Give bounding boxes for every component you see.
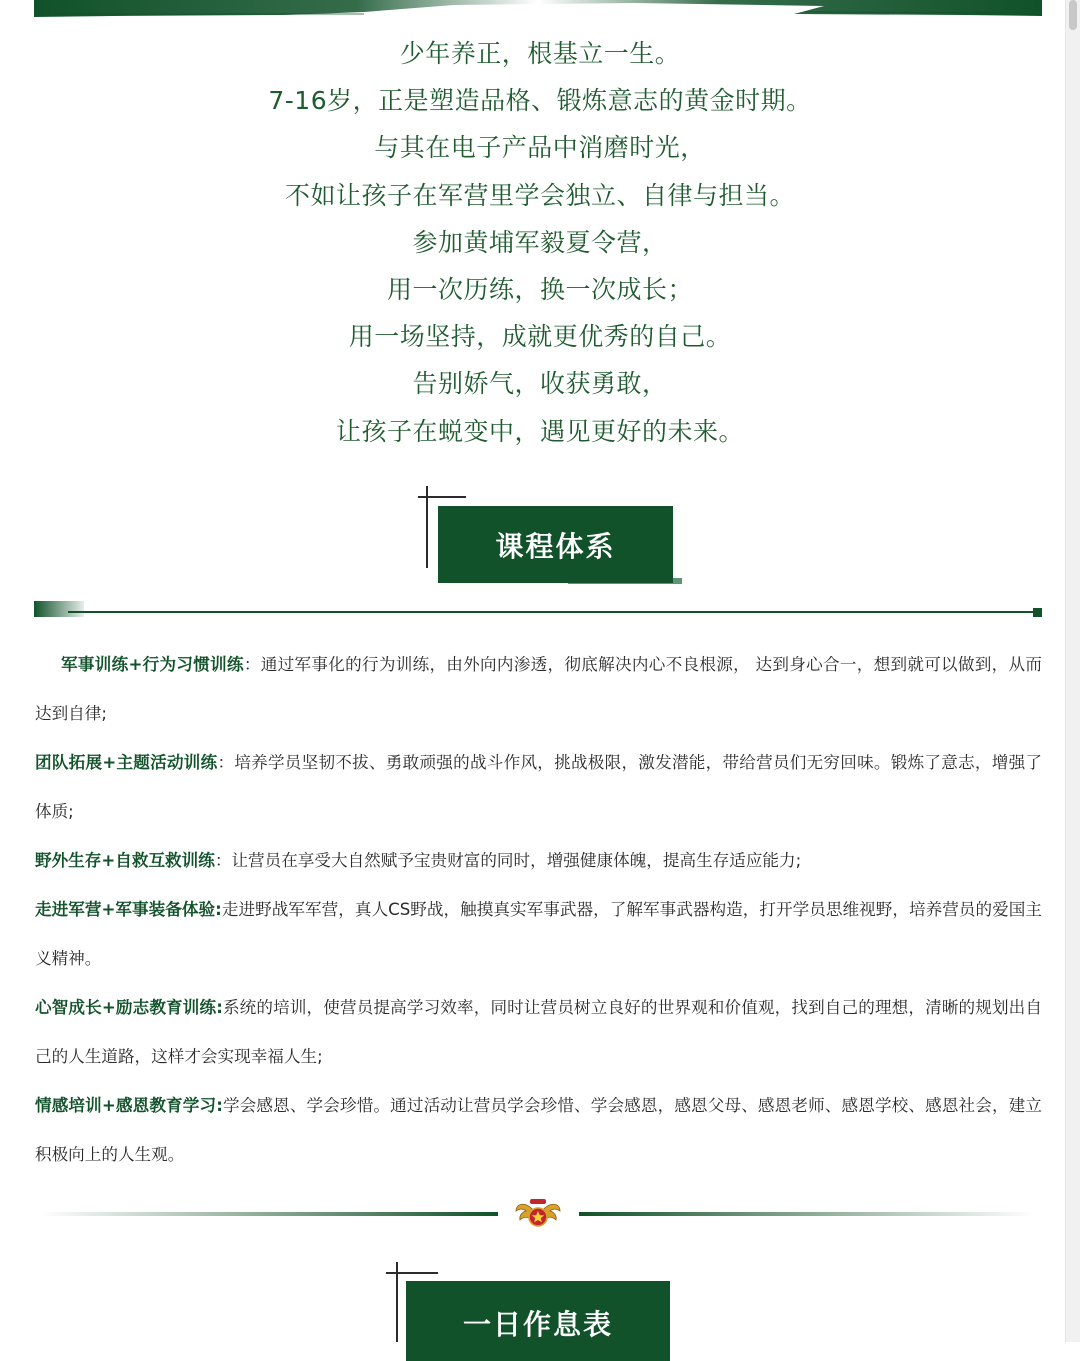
heading-corner-line xyxy=(386,1272,438,1274)
intro-poem xyxy=(0,30,1080,455)
course-item xyxy=(35,983,1042,1081)
course-list xyxy=(35,640,1042,1179)
section-title-schedule: 一日作息表 xyxy=(406,1281,670,1361)
section-heading-course xyxy=(418,486,688,592)
course-title: 野外生存+自救互救训练 xyxy=(35,851,215,870)
section-divider xyxy=(34,600,1042,618)
poem-line: 少年养正，根基立一生。 xyxy=(399,39,681,68)
poem-line: 让孩子在蜕变中，遇见更好的未来。 xyxy=(335,416,744,446)
course-item xyxy=(35,885,1042,983)
course-text: 让营员在享受大自然赋予宝贵财富的同时，增强健康体魄，提高生存适应能力; xyxy=(231,851,802,870)
emblem-divider xyxy=(34,1194,1042,1234)
poem-line: 告别娇气，收获勇敢， xyxy=(412,369,668,399)
section-heading-schedule xyxy=(386,1262,686,1342)
course-text: 通过军事化的行为训练，由外向内渗透，彻底解决内心不良根源， 达到身心合一，想到就可以做到，从而达到自律; xyxy=(35,655,1042,723)
course-item xyxy=(35,640,1042,738)
army-star-wings-emblem-icon xyxy=(516,1199,560,1226)
course-separator: ： xyxy=(214,851,232,870)
course-title: 军事训练+行为习惯训练 xyxy=(61,655,244,674)
top-brush-decoration xyxy=(34,0,1042,18)
poem-line: 不如让孩子在军营里学会独立、自律与担当。 xyxy=(284,180,795,210)
poem-line: 用一次历练，换一次成长； xyxy=(386,275,693,305)
course-item xyxy=(35,1081,1042,1179)
course-item xyxy=(35,738,1042,836)
poem-line: 7-16岁，正是塑造品格、锻炼意志的黄金时期。 xyxy=(268,86,812,116)
heading-corner-line xyxy=(426,486,428,568)
course-text: 培养学员坚韧不拔、勇敢顽强的战斗作风，挑战极限，激发潜能，带给营员们无穷回味。锻炼了意志，增强了体质; xyxy=(35,753,1043,821)
course-separator: ： xyxy=(217,753,235,772)
section-title-course: 课程体系 xyxy=(438,506,673,583)
course-separator: ： xyxy=(243,655,261,674)
scrollbar-thumb[interactable] xyxy=(1069,0,1077,30)
course-title: 心智成长+励志教育训练: xyxy=(35,998,223,1017)
poem-line: 与其在电子产品中消磨时光， xyxy=(374,133,706,163)
course-title: 团队拓展+主题活动训练 xyxy=(35,753,218,772)
poem-line: 用一场坚持，成就更优秀的自己。 xyxy=(348,322,732,352)
course-text: 走进野战军军营，真人CS野战，触摸真实军事武器，了解军事武器构造，打开学员思维视野，培养营员的爱国主义精神。 xyxy=(35,900,1042,968)
heading-corner-line xyxy=(418,496,466,498)
course-title: 走进军营+军事装备体验: xyxy=(35,900,222,919)
poem-line: 参加黄埔军毅夏令营， xyxy=(412,227,668,257)
heading-corner-line xyxy=(396,1262,398,1342)
course-text: 学会感恩、学会珍惜。通过活动让营员学会珍惜、学会感恩，感恩父母、感恩老师、感恩学校、感恩社会，建立积极向上的人生观。 xyxy=(35,1096,1042,1164)
course-text: 系统的培训，使营员提高学习效率，同时让营员树立良好的世界观和价值观，找到自己的理想，清晰的规划出自己的人生道路，这样才会实现幸福人生; xyxy=(35,998,1042,1066)
course-title: 情感培训+感恩教育学习: xyxy=(35,1096,223,1115)
course-item xyxy=(35,836,1042,885)
